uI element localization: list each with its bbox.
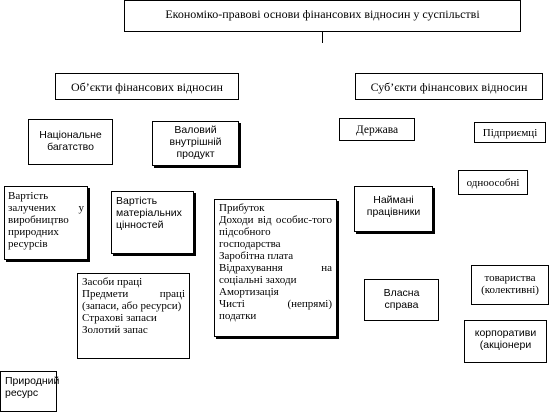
subjects-header-box — [355, 73, 543, 100]
corporations-box — [464, 320, 547, 363]
income-item: Чисті (непрямі) податки — [219, 298, 332, 322]
natural-resource-label: Природний ресурс — [5, 375, 60, 399]
income-item: Заробітна плата — [219, 250, 294, 262]
corporations-label: корпоративи (акціонери — [474, 327, 537, 351]
sole-box — [458, 170, 528, 195]
means-item: Засоби праці — [82, 276, 143, 288]
material-value-label: Вартість матеріальних цінностей — [116, 195, 182, 231]
attraction-value-label: Вартість залучених у виробництво природних ресурсів — [8, 190, 84, 250]
income-box — [214, 199, 337, 337]
partnerships-box — [471, 265, 549, 305]
objects-header-box — [55, 73, 239, 100]
gdp-box — [152, 121, 239, 166]
diagram-title: Економіко-правові основи фінансових відносин у суспільстві — [165, 7, 480, 21]
enterprises-label: Підприємці — [482, 127, 538, 139]
national-wealth-label: Національне багатство — [39, 129, 102, 153]
attraction-value-box — [4, 186, 88, 260]
own-business-box — [364, 279, 439, 321]
means-item: Золотий запас — [82, 324, 148, 336]
income-item: Прибуток — [219, 202, 265, 214]
sole-label: одноособні — [466, 177, 520, 189]
means-item: Страхові запаси — [82, 312, 157, 324]
subjects-header: Суб’єкти фінансових відносин — [370, 80, 528, 94]
natural-resource-box — [0, 371, 60, 412]
state-box — [339, 118, 415, 141]
diagram-title-box — [124, 0, 521, 32]
material-value-box — [111, 191, 194, 254]
gdp-label: Валовий внутрішній продукт — [169, 124, 222, 160]
objects-header: Об’єкти фінансових відносин — [71, 80, 223, 94]
enterprises-box — [474, 122, 546, 143]
title-connector-line — [322, 32, 323, 43]
own-business-label: Власна справа — [383, 287, 420, 311]
employees-label: Наймані працівники — [366, 194, 421, 218]
income-item: Доходи від особис-того підсобного господарства — [219, 214, 332, 250]
means-item: Предмети праці (запаси, або ресурси) — [82, 288, 185, 312]
state-label: Держава — [355, 124, 399, 136]
national-wealth-box — [28, 119, 113, 165]
partnerships-label: товариства (колективні) — [481, 272, 539, 296]
income-item: Відрахування на соціальні заходи — [219, 262, 332, 286]
income-item: Амортизація — [219, 286, 279, 298]
means-box — [77, 273, 190, 359]
employees-box — [354, 186, 433, 232]
